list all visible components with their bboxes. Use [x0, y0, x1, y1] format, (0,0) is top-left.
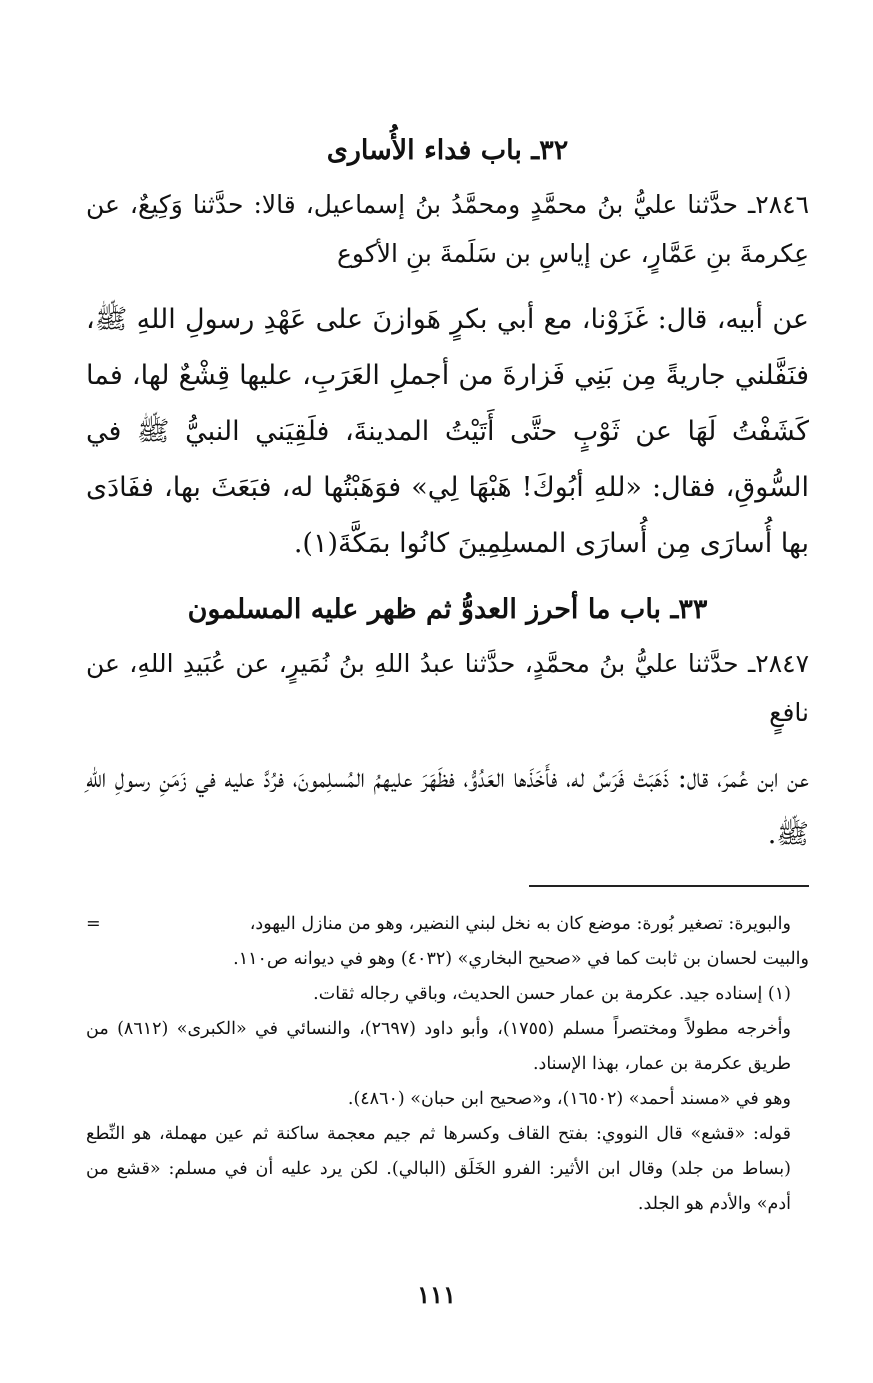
footnote-1-sources: وأخرجه مطولاً ومختصراً مسلم (١٧٥٥)، وأبو داود (٢٦٩٧)، والنسائي في «الكبرى» (٨٦١٢) من طريق عكرمة بن عمار، بهذا الإسناد. — [86, 1019, 791, 1074]
hadith-2847-matn: عن ابن عُمرَ، قال: ذَهَبَتْ فَرَسٌ له، فأَخَذَها العَدُوُّ، فظَهَرَ عليهمُ المُسلِمونَ، فرُدَّ عليه في زَمَنِ رسولِ اللهِ ﷺ. — [86, 763, 809, 850]
hadith-2846-matn: عن أبيه، قال: غَزَوْنا، مع أبي بكرٍ هَوازنَ على عَهْدِ رسولِ اللهِ ﷺ، فنَفَّلني جاريةً مِن بَنِي فَزارةَ من أجملِ العَرَبِ، عليها قِشْعٌ لها، فما كَشَفْتُ لَهَا عن ثَوْبٍ حتَّى أَتَيْتُ المدينةَ، فلَقِيَني النبيُّ ﷺ في السُّوقِ، فقال: «للهِ أبُوكَ! هَبْهَا لِي» فوَهَبْتُها له، فبَعَثَ بها، ففَادَى بها أُسارَى مِن أُسارَى المسلِمِينَ كانُوا بمَكَّةَ(١). — [86, 304, 809, 559]
chapter-32-title: ٣٢ـ باب فداء الأُسارى — [326, 135, 569, 166]
footnote-continuation-line-1: والبويرة: تصغير بُورة: موضع كان به نخل لبني النضير، وهو من منازل اليهود، — [249, 914, 791, 934]
footnote-1-grading: (١) إسناده جيد. عكرمة بن عمار حسن الحديث، وباقي رجاله ثقات. — [313, 984, 791, 1004]
footnote-separator — [529, 885, 809, 887]
footnote-1-references: وهو في «مسند أحمد» (١٦٥٠٢)، و«صحيح ابن حبان» (٤٨٦٠). — [347, 1089, 791, 1109]
continuation-mark: = — [86, 914, 101, 934]
footnote-continuation-line-2: والبيت لحسان بن ثابت كما في «صحيح البخاري» (٤٠٣٢) وهو في ديوانه ص١١٠. — [233, 949, 809, 969]
footnote-1-gloss: قوله: «قشع» قال النووي: بفتح القاف وكسرها ثم جيم معجمة ساكنة ثم عين مهملة، هو النِّطع (بساط من جلد) وقال ابن الأثير: الفرو الخَلَق (البالي). لكن يرد عليه أن في مسلم: «قشع من أدم» والأدم هو الجلد. — [86, 1124, 791, 1214]
hadith-2847-isnad: ٢٨٤٧ـ حدَّثنا عليُّ بنُ محمَّدٍ، حدَّثنا عبدُ اللهِ بنُ نُمَيرٍ، عن عُبَيدِ اللهِ، عن نافعٍ — [86, 649, 809, 727]
footnote-continuation — [86, 907, 809, 977]
hadith-2846-isnad: ٢٨٤٦ـ حدَّثنا عليُّ بنُ محمَّدٍ ومحمَّدُ بنُ إسماعيل، قالا: حدَّثنا وَكِيعٌ، عن عِكرمةَ بنِ عَمَّارٍ، عن إياسِ بن سَلَمةَ بنِ الأكوع — [86, 190, 809, 268]
page-number: ١١١ — [417, 1280, 456, 1309]
footnotes — [86, 907, 809, 1222]
chapter-33-title: ٣٣ـ باب ما أحرز العدوُّ ثم ظهر عليه المسلمون — [187, 594, 708, 625]
